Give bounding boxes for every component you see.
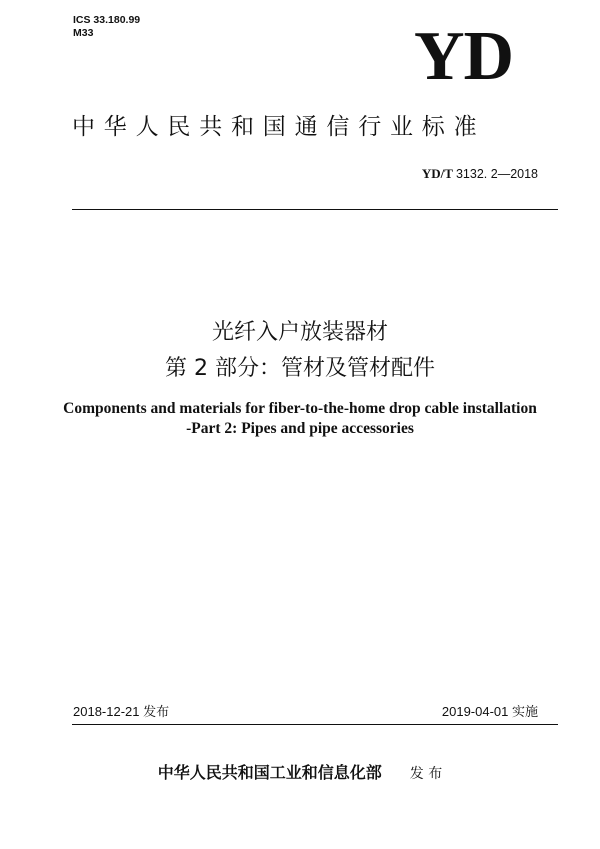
standard-number (422, 166, 538, 182)
publish-label: 发 布 (409, 766, 443, 782)
chinese-title-line-2: 第 2 部分：管材及管材配件 (165, 356, 435, 381)
chinese-title-line-1: 光纤入户放装器材 (211, 320, 388, 345)
footer-divider (72, 724, 558, 725)
implementation-date: 2019-04-01 实施 (441, 704, 538, 719)
classification-codes (73, 14, 140, 40)
yd-logo: YD (414, 18, 514, 95)
ics-code: ICS 33.180.99 (73, 14, 141, 26)
standard-prefix: YD/T (421, 166, 453, 181)
english-title-line-1: Components and materials for fiber-to-the-home drop cable installation (63, 400, 537, 417)
header-divider (72, 209, 558, 210)
english-title-line-2: -Part 2: Pipes and pipe accessories (186, 420, 414, 437)
publisher-name: 中华人民共和国工业和信息化部 (157, 763, 382, 782)
publisher-line (0, 762, 600, 785)
issue-date: 2018-12-21 发布 (73, 704, 170, 719)
issuing-standard-title: 中华人民共和国通信行业标准 (72, 114, 486, 140)
ccs-code: M33 (73, 27, 94, 39)
standard-code: 3132. 2—2018 (455, 167, 538, 181)
